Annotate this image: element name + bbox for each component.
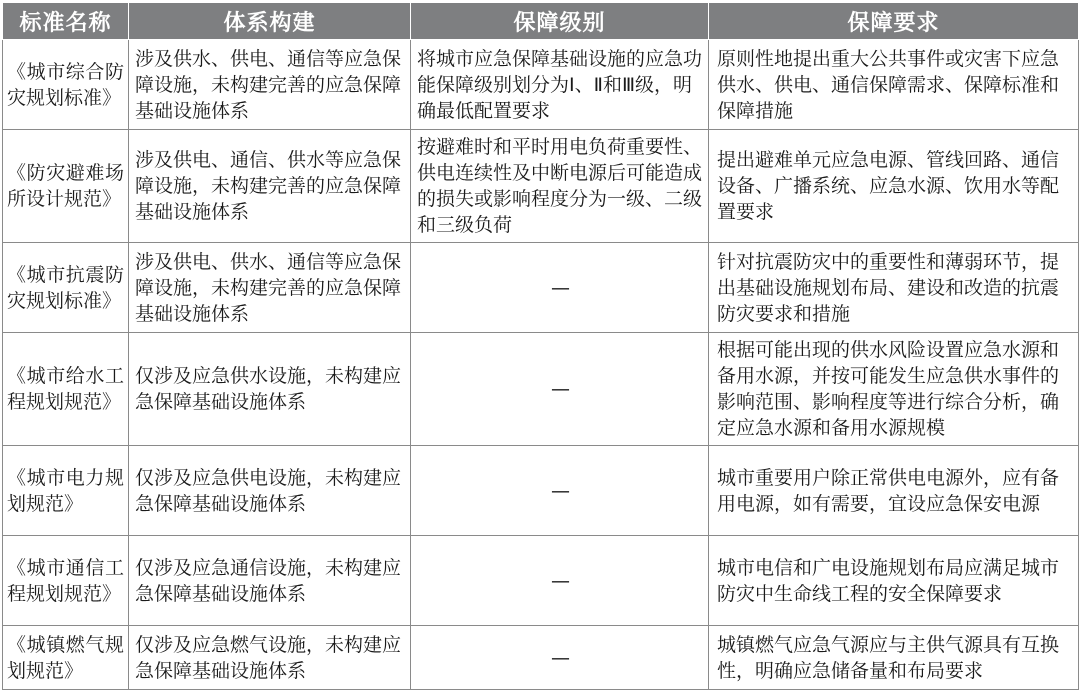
header-system: 体系构建 — [129, 3, 411, 40]
requirement-cell: 针对抗震防灾中的重要性和薄弱环节，提出基础设施规划布局、建设和改造的抗震防灾要求和措施 — [709, 243, 1079, 333]
standard-name-cell: 《城镇燃气规划规范》 — [3, 626, 129, 690]
system-cell: 仅涉及应急供电设施，未构建应急保障基础设施体系 — [129, 446, 411, 536]
level-cell: — — [411, 626, 709, 690]
requirement-cell: 根据可能出现的供水风险设置应急水源和备用水源，并按可能发生应急供水事件的影响范围、影响程度等进行综合分析，确定应急水源和备用水源规模 — [709, 333, 1079, 446]
system-cell: 仅涉及应急供水设施，未构建应急保障基础设施体系 — [129, 333, 411, 446]
table-row — [3, 243, 1079, 333]
level-cell: — — [411, 333, 709, 446]
system-cell: 仅涉及应急通信设施，未构建应急保障基础设施体系 — [129, 536, 411, 626]
standard-name-cell: 《城市综合防灾规划标准》 — [3, 40, 129, 130]
requirement-cell: 原则性地提出重大公共事件或灾害下应急供水、供电、通信保障需求、保障标准和保障措施 — [709, 40, 1079, 130]
level-cell: 按避难时和平时用电负荷重要性、供电连续性及中断电源后可能造成的损失或影响程度分为一级、二级和三级负荷 — [411, 130, 709, 243]
system-cell: 涉及供电、通信、供水等应急保障设施，未构建完善的应急保障基础设施体系 — [129, 130, 411, 243]
table-row — [3, 626, 1079, 690]
standard-name-cell: 《城市通信工程规划规范》 — [3, 536, 129, 626]
system-cell: 涉及供水、供电、通信等应急保障设施，未构建完善的应急保障基础设施体系 — [129, 40, 411, 130]
level-cell: — — [411, 536, 709, 626]
header-row — [3, 3, 1079, 40]
requirement-cell: 城镇燃气应急气源应与主供气源具有互换性，明确应急储备量和布局要求 — [709, 626, 1079, 690]
requirement-cell: 城市重要用户除正常供电电源外，应有备用电源，如有需要，宜设应急保安电源 — [709, 446, 1079, 536]
standard-name-cell: 《城市给水工程规划规范》 — [3, 333, 129, 446]
header-requirement: 保障要求 — [709, 3, 1079, 40]
table-row — [3, 130, 1079, 243]
level-cell: — — [411, 243, 709, 333]
requirement-cell: 提出避难单元应急电源、管线回路、通信设备、广播系统、应急水源、饮用水等配置要求 — [709, 130, 1079, 243]
standard-name-cell: 《城市电力规划规范》 — [3, 446, 129, 536]
header-standard-name: 标准名称 — [3, 3, 129, 40]
table-row — [3, 446, 1079, 536]
table-row — [3, 333, 1079, 446]
header-level: 保障级别 — [411, 3, 709, 40]
standards-table — [2, 2, 1079, 690]
level-cell: — — [411, 446, 709, 536]
standard-name-cell: 《防灾避难场所设计规范》 — [3, 130, 129, 243]
table-row — [3, 536, 1079, 626]
standard-name-cell: 《城市抗震防灾规划标准》 — [3, 243, 129, 333]
system-cell: 涉及供电、供水、通信等应急保障设施，未构建完善的应急保障基础设施体系 — [129, 243, 411, 333]
table-row — [3, 40, 1079, 130]
level-cell: 将城市应急保障基础设施的应急功能保障级别划分为Ⅰ、Ⅱ和Ⅲ级，明确最低配置要求 — [411, 40, 709, 130]
requirement-cell: 城市电信和广电设施规划布局应满足城市防灾中生命线工程的安全保障要求 — [709, 536, 1079, 626]
system-cell: 仅涉及应急燃气设施，未构建应急保障基础设施体系 — [129, 626, 411, 690]
